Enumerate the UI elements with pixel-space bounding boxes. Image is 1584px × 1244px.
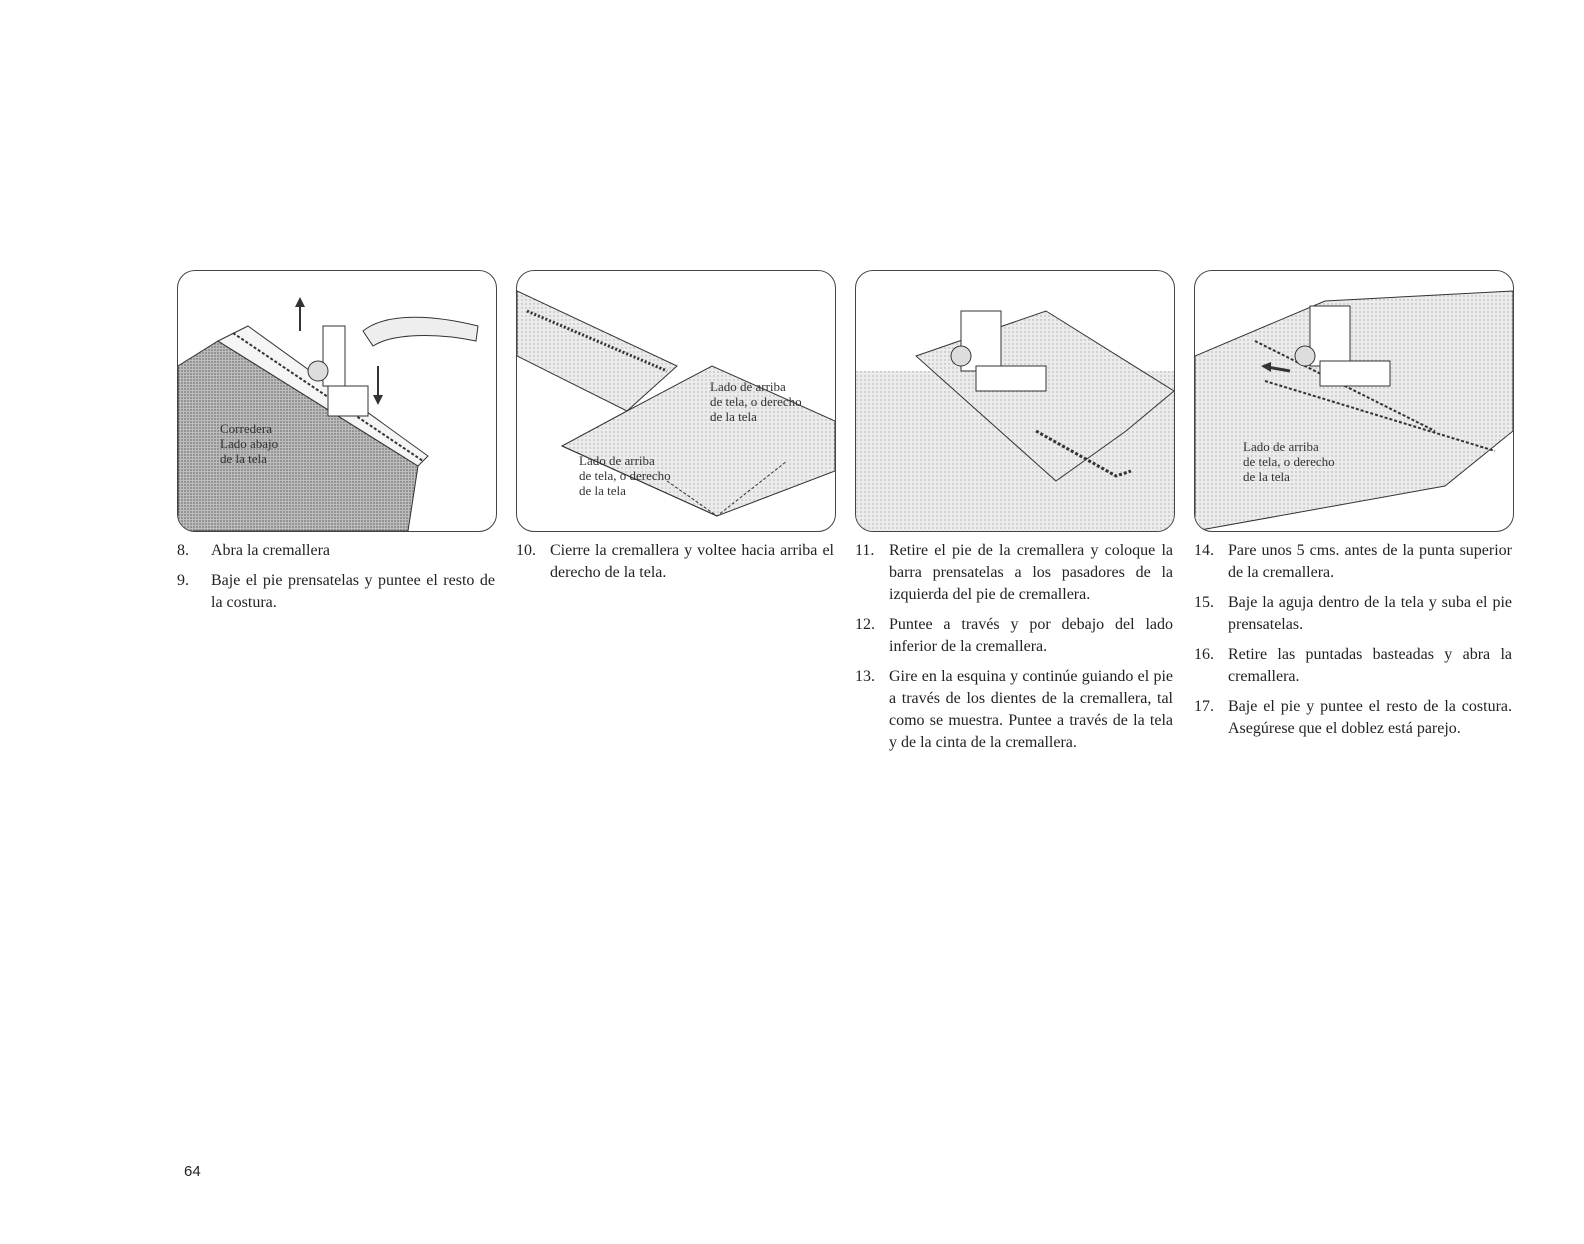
step-16 xyxy=(1194,644,1512,688)
step-text: Baje el pie prensatelas y puntee el resto de la costura. xyxy=(211,572,495,611)
label-line: de tela, o derecho xyxy=(1243,454,1335,469)
step-number: 9. xyxy=(177,572,189,589)
label-line: Lado abajo xyxy=(220,436,279,451)
step-14 xyxy=(1194,540,1512,584)
step-number: 15. xyxy=(1194,594,1214,611)
step-text: Baje el pie y puntee el resto de la costura. Asegúrese que el doblez está parejo. xyxy=(1228,698,1512,737)
step-17 xyxy=(1194,696,1512,740)
step-15 xyxy=(1194,592,1512,636)
step-text: Retire las puntadas basteadas y abra la cremallera. xyxy=(1228,646,1512,685)
illustration-panel-4 xyxy=(1194,270,1514,532)
step-text: Cierre la cremallera y voltee hacia arriba el derecho de la tela. xyxy=(550,542,834,581)
step-number: 12. xyxy=(855,616,875,633)
step-text: Retire el pie de la cremallera y coloque la barra prensatelas a los pasadores de la izquierda del pie de cremallera. xyxy=(889,542,1173,603)
step-10 xyxy=(516,540,834,584)
step-text: Abra la cremallera xyxy=(211,542,331,559)
step-13 xyxy=(855,666,1173,754)
panel-2-label-bottom xyxy=(579,453,671,498)
instruction-column-3 xyxy=(855,540,1173,762)
label-line: Lado de arriba xyxy=(1243,439,1319,454)
label-line: de la tela xyxy=(1243,469,1290,484)
step-11 xyxy=(855,540,1173,606)
illustration-panel-1 xyxy=(177,270,497,532)
step-text: Gire en la esquina y continúe guiando el pie a través de los dientes de la cremallera, tal como se muestra. Puntee a través de la tela y de la cinta de la cremallera. xyxy=(889,668,1173,751)
step-12 xyxy=(855,614,1173,658)
instruction-column-1 xyxy=(177,540,495,622)
step-number: 8. xyxy=(177,542,189,559)
instruction-column-4 xyxy=(1194,540,1512,748)
step-text: Puntee a través y por debajo del lado inferior de la cremallera. xyxy=(889,616,1173,655)
label-line: Lado de arriba xyxy=(710,379,786,394)
panel-4-label xyxy=(1243,439,1335,484)
step-number: 10. xyxy=(516,542,536,559)
illustration-panel-3 xyxy=(855,270,1175,532)
step-number: 16. xyxy=(1194,646,1214,663)
instruction-column-2 xyxy=(516,540,834,592)
label-line: de la tela xyxy=(579,483,626,498)
step-8 xyxy=(177,540,495,562)
page-number: 64 xyxy=(184,1163,201,1180)
panel-1-label xyxy=(220,421,278,466)
label-line: Corredera xyxy=(220,421,272,436)
step-text: Baje la aguja dentro de la tela y suba el pie prensatelas. xyxy=(1228,594,1512,633)
step-number: 13. xyxy=(855,668,875,685)
sewing-illustration-open-zipper xyxy=(178,271,496,531)
step-9 xyxy=(177,570,495,614)
step-number: 14. xyxy=(1194,542,1214,559)
step-number: 17. xyxy=(1194,698,1214,715)
step-text: Pare unos 5 cms. antes de la punta superior de la cremallera. xyxy=(1228,542,1512,581)
illustration-panel-2 xyxy=(516,270,836,532)
sewing-illustration-finish-seam xyxy=(1195,271,1513,531)
label-line: de la tela xyxy=(220,451,267,466)
panel-2-label-top xyxy=(710,379,802,424)
sewing-illustration-corner-stitch xyxy=(856,271,1174,531)
label-line: de la tela xyxy=(710,409,757,424)
label-line: de tela, o derecho xyxy=(710,394,802,409)
label-line: Lado de arriba xyxy=(579,453,655,468)
step-number: 11. xyxy=(855,542,875,559)
label-line: de tela, o derecho xyxy=(579,468,671,483)
